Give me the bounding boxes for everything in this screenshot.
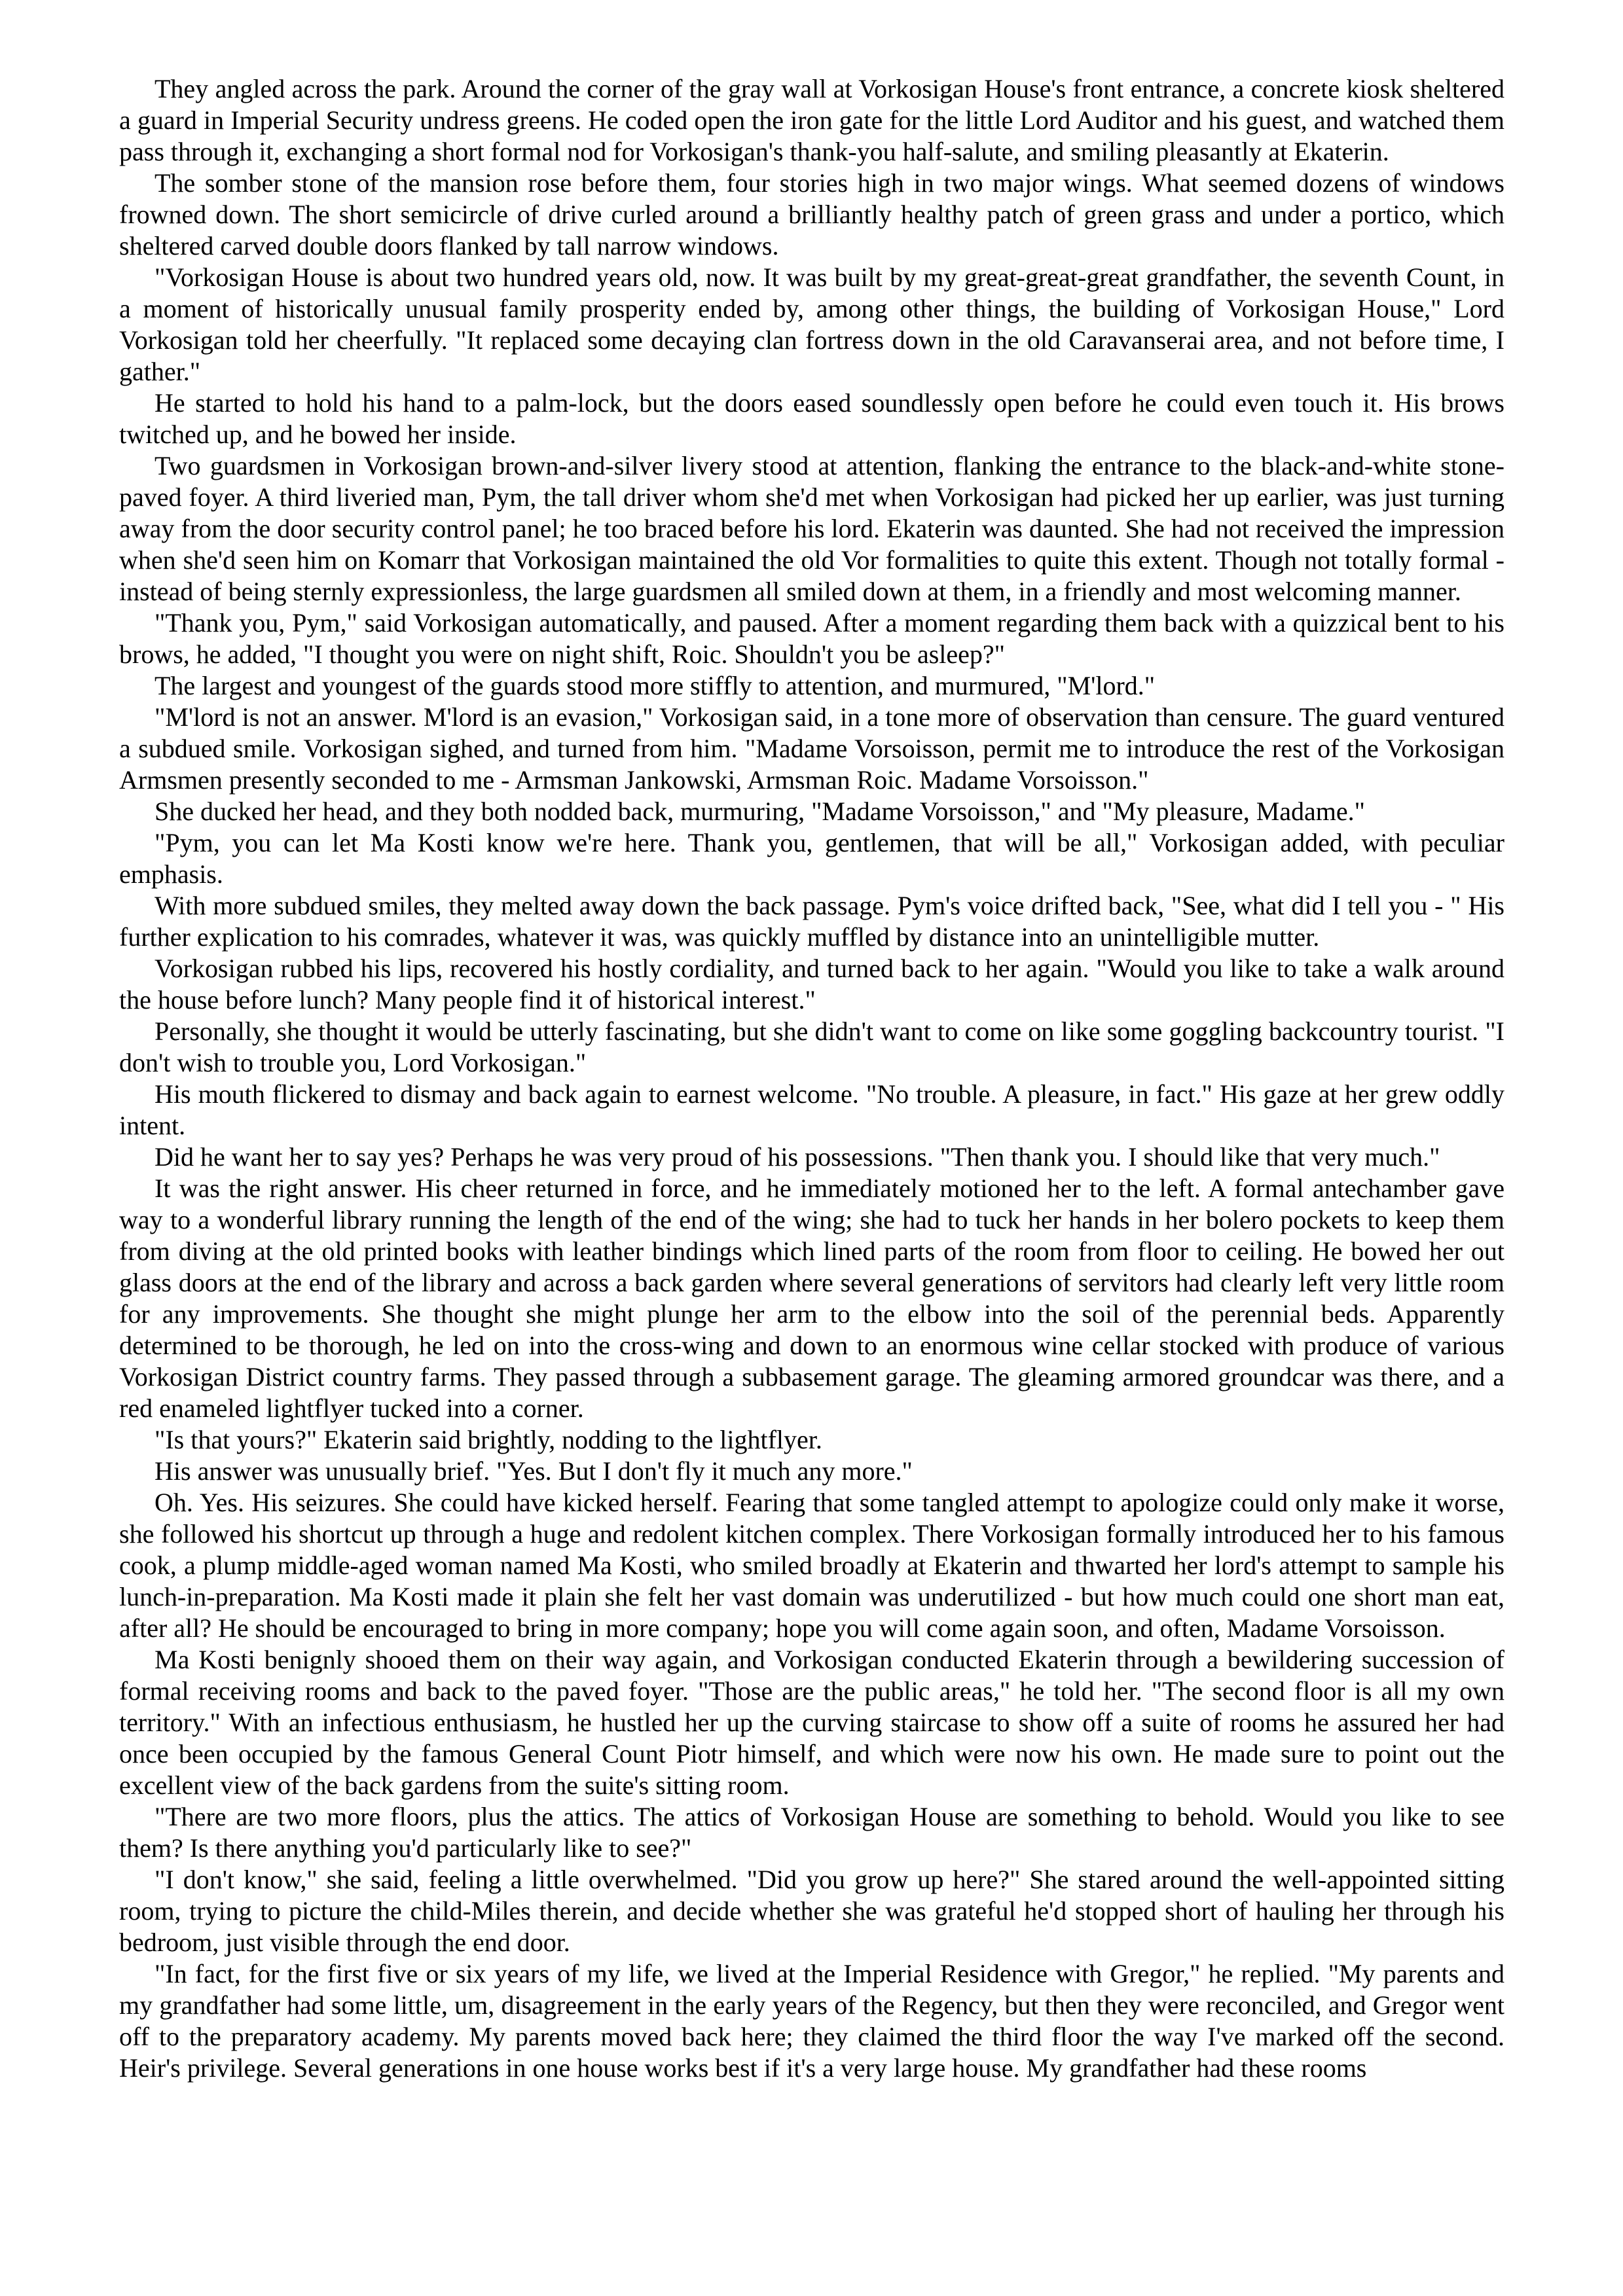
paragraph: With more subdued smiles, they melted away down the back passage. Pym's voice drifted back, "See, what did I tell you - " His further explication to his comrades, whatever it was, was quickly muffled by distance into an unintelligible mutter. (119, 891, 1504, 952)
paragraph: Personally, she thought it would be utterly fascinating, but she didn't want to come on like some goggling backcountry tourist. "I don't wish to trouble you, Lord Vorkosigan." (119, 1016, 1504, 1077)
paragraph: "Vorkosigan House is about two hundred years old, now. It was built by my great-great-great grandfather, the seventh Count, in a moment of historically unusual family prosperity ended by, among other things, the building of Vorkosigan House," Lord Vorkosigan told her cheerfully. "It replaced some decaying clan fortress down in the old Caravanserai area, and not before time, I gather." (119, 262, 1504, 386)
paragraph: His mouth flickered to dismay and back again to earnest welcome. "No trouble. A pleasure, in fact." His gaze at her grew oddly intent. (119, 1079, 1504, 1140)
paragraph: "Pym, you can let Ma Kosti know we're here. Thank you, gentlemen, that will be all," Vorkosigan added, with peculiar emphasis. (119, 828, 1504, 889)
paragraph: She ducked her head, and they both nodded back, murmuring, "Madame Vorsoisson," and "My pleasure, Madame." (155, 797, 1365, 826)
paragraph: "I don't know," she said, feeling a little overwhelmed. "Did you grow up here?" She stared around the well-appointed sitting room, trying to picture the child-Miles therein, and decide whether she was grateful he'd stopped short of hauling her through his bedroom, just visible through the end door. (119, 1865, 1504, 1957)
paragraph: Ma Kosti benignly shooed them on their way again, and Vorkosigan conducted Ekaterin through a bewildering succession of formal receiving rooms and back to the paved foyer. "Those are the public areas," he told her. "The second floor is all my own territory." With an infectious enthusiasm, he hustled her up the curving staircase to show off a suite of rooms he assured her had once been occupied by the famous General Count Piotr himself, and which were now his own. He made sure to point out the excellent view of the back gardens from the suite's sitting room. (119, 1645, 1504, 1800)
paragraph: Vorkosigan rubbed his lips, recovered his hostly cordiality, and turned back to her again. "Would you like to take a walk around the house before lunch? Many people find it of historical interest." (119, 954, 1504, 1014)
paragraph: The largest and youngest of the guards stood more stiffly to attention, and murmured, "M'lord." (155, 671, 1156, 700)
paragraph: He started to hold his hand to a palm-lock, but the doors eased soundlessly open before he could even touch it. His brows twitched up, and he bowed her inside. (119, 388, 1504, 449)
paragraph: His answer was unusually brief. "Yes. But I don't fly it much any more." (155, 1456, 913, 1486)
paragraph: "In fact, for the first five or six years of my life, we lived at the Imperial Residence with Gregor," he replied. "My parents and my grandfather had some little, um, disagreement in the early years of the Regency, but then they were reconciled, and Gregor went off to the preparatory academy. My parents moved back here; they claimed the third floor the way I've marked off the second. Heir's privilege. Several generations in one house works best if it's a very large house. My grandfather had these rooms (119, 1959, 1504, 2083)
paragraph: Oh. Yes. His seizures. She could have kicked herself. Fearing that some tangled attempt to apologize could only make it worse, she followed his shortcut up through a huge and redolent kitchen complex. There Vorkosigan formally introduced her to his famous cook, a plump middle-aged woman named Ma Kosti, who smiled broadly at Ekaterin and thwarted her lord's attempt to sample his lunch-in-preparation. Ma Kosti made it plain she felt her vast domain was underutilized - but how much could one short man eat, after all? He should be encouraged to bring in more company; hope you will come again soon, and often, Madame Vorsoisson. (119, 1488, 1504, 1643)
paragraph: Did he want her to say yes? Perhaps he was very proud of his possessions. "Then thank you. I should like that very much." (155, 1142, 1440, 1172)
document-page (119, 73, 1504, 2084)
paragraph: "Thank you, Pym," said Vorkosigan automatically, and paused. After a moment regarding them back with a quizzical bent to his brows, he added, "I thought you were on night shift, Roic. Shouldn't you be asleep?" (119, 608, 1504, 669)
paragraph: "Is that yours?" Ekaterin said brightly, nodding to the lightflyer. (155, 1425, 822, 1454)
paragraph: "There are two more floors, plus the attics. The attics of Vorkosigan House are something to behold. Would you like to see them? Is there anything you'd particularly like to see?" (119, 1802, 1504, 1863)
paragraph: They angled across the park. Around the corner of the gray wall at Vorkosigan House's front entrance, a concrete kiosk sheltered a guard in Imperial Security undress greens. He coded open the iron gate for the little Lord Auditor and his guest, and watched them pass through it, exchanging a short formal nod for Vorkosigan's thank-you half-salute, and smiling pleasantly at Ekaterin. (119, 74, 1504, 166)
paragraph: "M'lord is not an answer. M'lord is an evasion," Vorkosigan said, in a tone more of observation than censure. The guard ventured a subdued smile. Vorkosigan sighed, and turned from him. "Madame Vorsoisson, permit me to introduce the rest of the Vorkosigan Armsmen presently seconded to me - Armsman Jankowski, Armsman Roic. Madame Vorsoisson." (119, 702, 1504, 795)
paragraph: It was the right answer. His cheer returned in force, and he immediately motioned her to the left. A formal antechamber gave way to a wonderful library running the length of the end of the wing; she had to tuck her hands in her bolero pockets to keep them from diving at the old printed books with leather bindings which lined parts of the room from floor to ceiling. He bowed her out glass doors at the end of the library and across a back garden where several generations of servitors had clearly left very little room for any improvements. She thought she might plunge her arm to the elbow into the soil of the perennial beds. Apparently determined to be thorough, he led on into the cross-wing and down to an enormous wine cellar stocked with produce of various Vorkosigan District country farms. They passed through a subbasement garage. The gleaming armored groundcar was there, and a red enameled lightflyer tucked into a corner. (119, 1174, 1504, 1423)
paragraph: The somber stone of the mansion rose before them, four stories high in two major wings. What seemed dozens of windows frowned down. The short semicircle of drive curled around a brilliantly healthy patch of green grass and under a portico, which sheltered carved double doors flanked by tall narrow windows. (119, 168, 1504, 260)
paragraph: Two guardsmen in Vorkosigan brown-and-silver livery stood at attention, flanking the entrance to the black-and-white stone-paved foyer. A third liveried man, Pym, the tall driver whom she'd met when Vorkosigan had picked her up earlier, was just turning away from the door security control panel; he too braced before his lord. Ekaterin was daunted. She had not received the impression when she'd seen him on Komarr that Vorkosigan maintained the old Vor formalities to quite this extent. Though not totally formal - instead of being sternly expressionless, the large guardsmen all smiled down at them, in a friendly and most welcoming manner. (119, 451, 1504, 606)
